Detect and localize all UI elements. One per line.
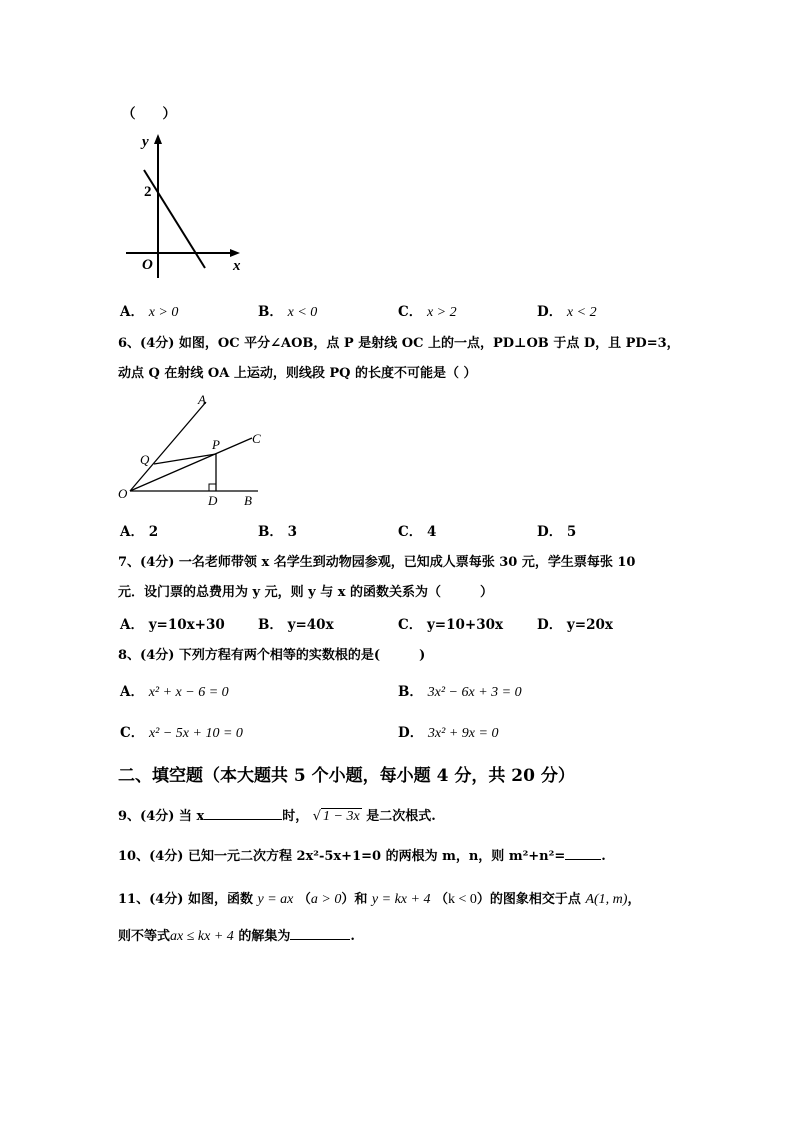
q5-option-b: B． x < 0 xyxy=(258,304,318,320)
q5-x-label: x xyxy=(233,258,241,274)
q6-figure xyxy=(112,388,272,508)
section-title-fill-in: 二、填空题（本大题共 5 个小题，每小题 4 分，共 20 分） xyxy=(118,766,575,786)
q10-answer-blank[interactable] xyxy=(565,845,601,860)
q7-line1: 7、(4分) 一名老师带领 x 名学生到动物园参观，已知成人票每张 30 元，学生票每张 10 xyxy=(118,555,636,570)
q6-option-c: C． 4 xyxy=(398,524,437,540)
q6-segment-pq xyxy=(154,454,216,464)
q6-line1: 6、(4分) 如图，OC 平分∠AOB，点 P 是射线 OC 上的一点，PD⊥OB 于点 D，且 PD=3， xyxy=(118,336,680,351)
q5-graph xyxy=(118,128,258,288)
q6-label-q: Q xyxy=(140,452,150,467)
q6-label-p: P xyxy=(212,437,220,452)
q8-option-b: B． 3x² − 6x + 3 = 0 xyxy=(398,684,522,700)
q7-option-d: D． y=20x xyxy=(537,617,613,633)
q5-paren: （ ） xyxy=(122,106,176,122)
q7-option-c: C． y=10+30x xyxy=(398,617,504,633)
q9-answer-blank[interactable] xyxy=(204,805,282,820)
q8-option-d: D． 3x² + 9x = 0 xyxy=(398,725,499,741)
q6-label-b: B xyxy=(244,493,252,508)
q6-option-b: B． 3 xyxy=(258,524,298,540)
q6-label-d: D xyxy=(208,493,218,508)
q6-option-d: D． 5 xyxy=(537,524,577,540)
q6-option-a: A． 2 xyxy=(120,524,159,540)
q5-origin-label: O xyxy=(142,257,153,273)
q5-intercept-label: 2 xyxy=(144,184,152,200)
q8-option-a: A． x² + x − 6 = 0 xyxy=(120,684,229,700)
q9-sqrt: √ 1 − 3x xyxy=(312,809,360,824)
q5-option-d: D． x < 2 xyxy=(537,304,597,320)
q5-option-c: C． x > 2 xyxy=(398,304,457,320)
q7-line2: 元．设门票的总费用为 y 元，则 y 与 x 的函数关系为（ ） xyxy=(118,585,494,600)
q6-label-c: C xyxy=(252,431,261,446)
q5-y-label: y xyxy=(142,134,149,150)
q6-label-o: O xyxy=(118,486,128,501)
q6-ray-oa xyxy=(130,402,206,491)
q6-right-angle-mark xyxy=(209,484,216,491)
q6-label-a: A xyxy=(198,392,206,407)
q5-x-arrow xyxy=(230,249,240,257)
q8-option-c: C． x² − 5x + 10 = 0 xyxy=(120,725,243,741)
q9-line: 9、(4分) 当 x 时， √ 1 − 3x 是二次根式. xyxy=(118,805,436,825)
q6-line2: 动点 Q 在射线 OA 上运动，则线段 PQ 的长度不可能是（ ） xyxy=(118,366,477,381)
q7-option-b: B． y=40x xyxy=(258,617,334,633)
q8-line1: 8、(4分) 下列方程有两个相等的实数根的是( ) xyxy=(118,648,426,663)
q11-line2: 则不等式ax ≤ kx + 4 的解集为 . xyxy=(118,925,355,945)
q5-option-a: A． x > 0 xyxy=(120,304,179,320)
q10-line: 10、(4分) 已知一元二次方程 2x²-5x+1=0 的两根为 m，n，则 m²+n²= . xyxy=(118,845,606,864)
q7-option-a: A． y=10x+30 xyxy=(120,617,225,633)
q11-answer-blank[interactable] xyxy=(290,925,350,940)
q11-line1: 11、(4分) 如图，函数 y = ax （a > 0）和 y = kx + 4 （k < 0）的图象相交于点 A(1, m)， xyxy=(118,892,641,907)
q5-y-arrow xyxy=(154,134,162,144)
